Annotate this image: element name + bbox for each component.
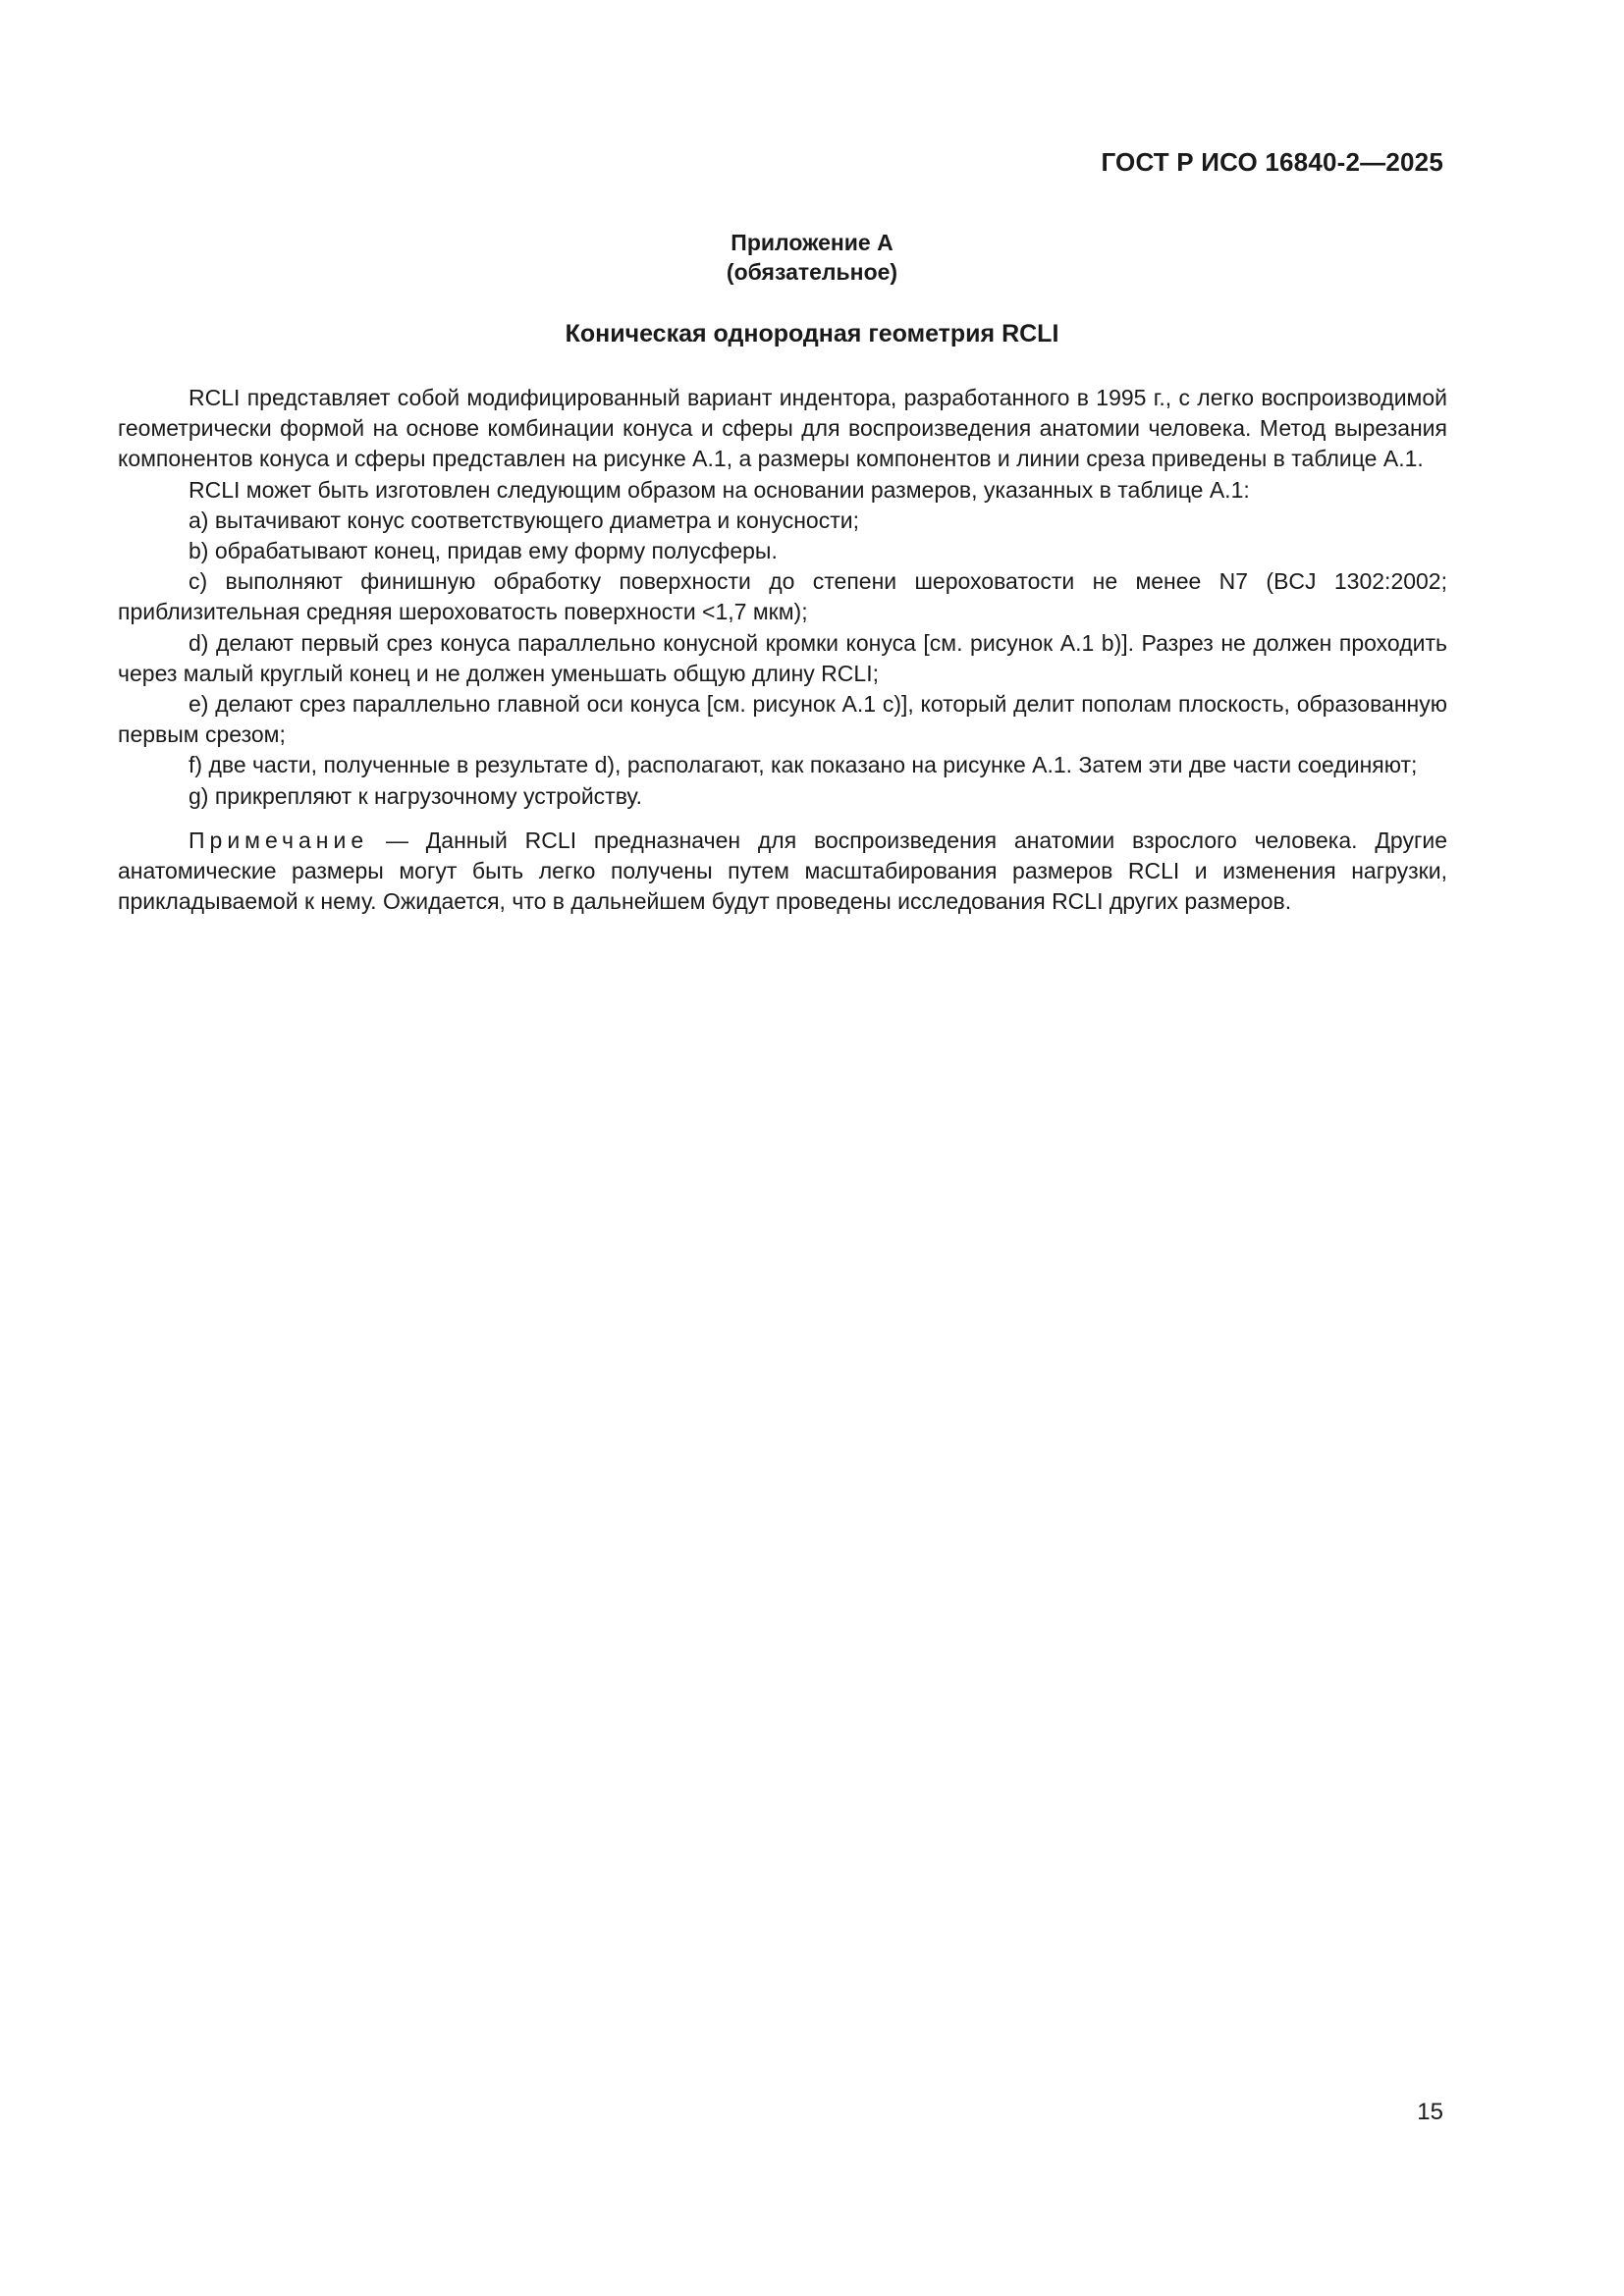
annex-label: Приложение А — [731, 230, 893, 255]
annex-status: (обязательное) — [726, 259, 898, 285]
paragraph-intro: RCLI представляет собой модифицированный вариант индентора, разработанного в 1995 г., с легко воспроизводимой геометрически формой на основе комбинации конуса и сферы для воспроизведения анатомии человека. Метод вырезания компонентов конуса и сферы представлен на рисунке А.1, а размеры компонентов и линии среза приведены в таблице А.1. — [118, 385, 1447, 472]
page-number: 15 — [1417, 2099, 1443, 2125]
list-item-a: a) вытачивают конус соответствующего диаметра и конусности; — [189, 507, 859, 533]
note-dash: — — [385, 827, 408, 853]
body-text — [118, 383, 1447, 917]
list-item-c: c) выполняют финишную обработку поверхности до степени шероховатости не менее N7 (BCJ 1302:2002; приблизительная средняя шероховатость поверхности <1,7 мкм); — [118, 568, 1447, 625]
annex-heading — [0, 228, 1624, 287]
list-item-e: e) делают срез параллельно главной оси конуса [см. рисунок А.1 c)], который делит пополам плоскость, образованную первым срезом; — [118, 691, 1447, 748]
document-code: ГОСТ Р ИСО 16840-2—2025 — [1101, 147, 1443, 177]
list-item-d: d) делают первый срез конуса параллельно конусной кромки конуса [см. рисунок А.1 b)]. Разрез не должен проходить через малый круглый конец и не должен уменьшать общую длину RCLI; — [118, 629, 1447, 686]
paragraph-manufacturing: RCLI может быть изготовлен следующим образом на основании размеров, указанных в таблице А.1: — [189, 476, 1250, 503]
list-item-f: f) две части, полученные в результате d), располагают, как показано на рисунке А.1. Затем эти две части соединяют; — [189, 752, 1418, 778]
note-label: Примечание — [189, 827, 369, 853]
list-item-b: b) обрабатывают конец, придав ему форму полусферы. — [189, 538, 778, 564]
list-item-g: g) прикрепляют к нагрузочному устройству. — [189, 782, 642, 809]
note-text: Данный RCLI предназначен для воспроизведения анатомии взрослого человека. Другие анатомические размеры могут быть легко получены путем масштабирования размеров RCLI и изменения нагрузки, прикладываемой к нему. Ожидается, что в дальнейшем будут проведены исследования RCLI других размеров. — [118, 827, 1447, 915]
note — [118, 826, 1447, 918]
annex-title: Коническая однородная геометрия RCLI — [565, 320, 1059, 347]
